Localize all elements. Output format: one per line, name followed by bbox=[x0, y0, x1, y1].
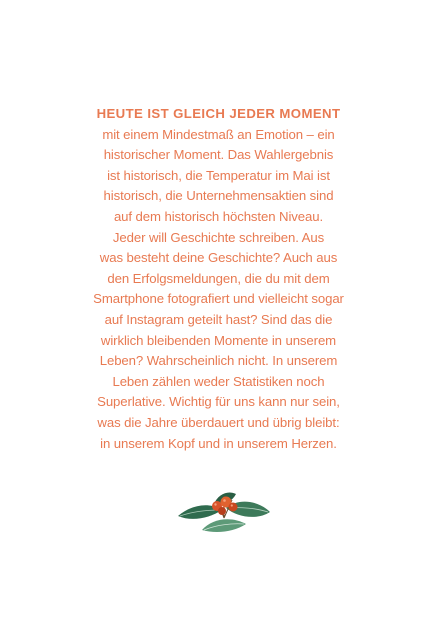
quote-line: den Erfolgsmeldungen, die du mit dem bbox=[107, 270, 330, 286]
quote-line: Superlative. Wichtig für uns kann nur sein, bbox=[97, 394, 340, 410]
quote-line: wirklich bleibenden Momente in unserem bbox=[100, 332, 337, 348]
quote-line: auf Instagram geteilt hast? Sind das die bbox=[104, 311, 333, 327]
berry-icon bbox=[218, 507, 226, 515]
quote-line: historisch, die Unternehmensaktien sind bbox=[103, 188, 334, 204]
quote-line: Leben zählen weder Statistiken noch bbox=[112, 373, 325, 389]
quote-line: historischer Moment. Das Wahlergebnis bbox=[103, 147, 334, 163]
quote-line: ist historisch, die Temperatur im Mai ist bbox=[107, 167, 330, 183]
berry-icon bbox=[229, 503, 238, 512]
quote-line: was besteht deine Geschichte? Auch aus bbox=[99, 250, 338, 266]
quote-text-block bbox=[40, 104, 397, 454]
quote-line: in unserem Kopf und in unserem Herzen. bbox=[100, 435, 337, 451]
quote-heading: HEUTE IST GLEICH JEDER MOMENT bbox=[96, 106, 341, 121]
quote-line: mit einem Mindestmaß an Emotion – ein bbox=[102, 126, 335, 142]
quote-line: Leben? Wahrscheinlich nicht. In unserem bbox=[99, 353, 338, 369]
quote-line: Smartphone fotografiert und vielleicht sogar bbox=[93, 291, 344, 307]
berry-sprig-illustration-icon bbox=[174, 484, 274, 534]
quote-line: Jeder will Geschichte schreiben. Aus bbox=[112, 229, 325, 245]
quote-line: was die Jahre überdauert und übrig bleibt: bbox=[97, 414, 340, 430]
quote-line: auf dem historisch höchsten Niveau. bbox=[113, 208, 324, 224]
leaf-bottom-icon bbox=[202, 519, 246, 532]
